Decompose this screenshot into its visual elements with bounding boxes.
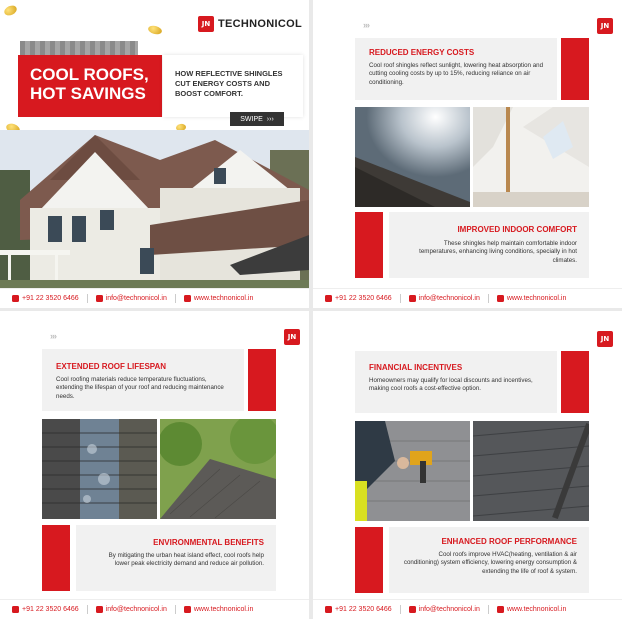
card-title: ENHANCED ROOF PERFORMANCE (441, 537, 577, 546)
headline-line-2: HOT SAVINGS (30, 84, 146, 103)
footer-divider (175, 294, 176, 303)
accent-bar (248, 349, 276, 411)
footer-website[interactable]: www.technonicol.in (506, 295, 567, 302)
shingle-samples-photo (42, 419, 157, 519)
contact-footer (313, 599, 622, 619)
contact-footer (0, 599, 309, 619)
next-arrows-icon: ››› (50, 331, 56, 341)
email-icon (409, 295, 416, 302)
card-title: FINANCIAL INCENTIVES (369, 363, 463, 372)
brand-logo: JN (198, 16, 214, 32)
brand-logo: JN (597, 331, 613, 347)
email-icon (409, 606, 416, 613)
brand-logo: JN (597, 18, 613, 34)
slide-lifespan-environment (0, 311, 309, 619)
footer-email[interactable]: info@technonicol.in (105, 295, 167, 302)
slide-energy-comfort (313, 0, 622, 308)
card-text: Cool roof shingles reflect sunlight, lowering heat absorption and cutting cooling costs by up to 15%, reducing reliance on air conditioning. (369, 62, 544, 86)
footer-phone[interactable]: +91 22 3520 6466 (22, 606, 79, 613)
footer-website[interactable]: www.technonicol.in (193, 606, 254, 613)
globe-icon (184, 295, 191, 302)
footer-email[interactable]: info@technonicol.in (418, 295, 480, 302)
headline-line-1: COOL ROOFS, (30, 65, 149, 84)
footer-divider (488, 294, 489, 303)
accent-bar (42, 525, 70, 591)
footer-website[interactable]: www.technonicol.in (193, 295, 254, 302)
swipe-label: SWIPE (240, 115, 263, 123)
footer-website[interactable]: www.technonicol.in (506, 606, 567, 613)
footer-divider (488, 605, 489, 614)
roof-sky-photo (355, 107, 470, 207)
card-title: REDUCED ENERGY COSTS (369, 48, 475, 57)
cover-subheading: HOW REFLECTIVE SHINGLES CUT ENERGY COSTS AND BOOST COMFORT. (163, 55, 303, 117)
email-icon (96, 606, 103, 613)
phone-icon (325, 295, 332, 302)
footer-divider (175, 605, 176, 614)
coin-icon (3, 4, 19, 18)
slide-incentives-performance (313, 311, 622, 619)
card-title: EXTENDED ROOF LIFESPAN (56, 362, 167, 371)
footer-divider (400, 294, 401, 303)
card-text: Homeowners may qualify for local discounts and incentives, making cool roofs a cost-effective option. (369, 377, 533, 393)
shingle-closeup-photo (473, 421, 589, 521)
footer-phone[interactable]: +91 22 3520 6466 (335, 295, 392, 302)
house-photo (0, 130, 309, 288)
footer-divider (400, 605, 401, 614)
roofer-nailgun-photo (355, 421, 470, 521)
footer-email[interactable]: info@technonicol.in (105, 606, 167, 613)
card-text: These shingles help maintain comfortable indoor temperatures, enhancing living conditions, specially in hot climates. (419, 240, 577, 264)
card-title: ENVIRONMENTAL BENEFITS (153, 538, 264, 547)
footer-email[interactable]: info@technonicol.in (418, 606, 480, 613)
accent-bar (355, 527, 383, 593)
contact-footer (0, 288, 309, 308)
swipe-button[interactable] (230, 112, 284, 126)
accent-bar (561, 38, 589, 100)
phone-icon (12, 606, 19, 613)
brand-name: TECHNONICOL (218, 18, 302, 30)
phone-icon (12, 295, 19, 302)
card-title: IMPROVED INDOOR COMFORT (457, 225, 577, 234)
slide-cover (0, 0, 309, 308)
cover-headline (18, 55, 162, 117)
accent-bar (561, 351, 589, 413)
brand-header (198, 16, 302, 32)
roof-shingle-strip (20, 41, 138, 55)
card-text: Cool roofing materials reduce temperature fluctuations, extending the lifespan of your roof and reducing maintenance needs. (56, 376, 224, 400)
accent-bar (355, 212, 383, 278)
phone-icon (325, 606, 332, 613)
coin-icon (147, 24, 163, 35)
next-arrows-icon: ››› (363, 20, 369, 30)
footer-divider (87, 605, 88, 614)
card-text: Cool roofs improve HVAC(heating, ventilation & air conditioning) system efficiency, lowering energy consumption & extending the life of roof & system. (403, 551, 577, 575)
swipe-arrows-icon: ››› (266, 115, 274, 123)
roof-trees-photo (160, 419, 276, 519)
email-icon (96, 295, 103, 302)
card-text: By mitigating the urban heat island effect, cool roofs help lower peak electricity demand and reduce air pollution. (108, 552, 264, 568)
attic-room-photo (473, 107, 589, 207)
globe-icon (497, 295, 504, 302)
contact-footer (313, 288, 622, 308)
globe-icon (184, 606, 191, 613)
footer-divider (87, 294, 88, 303)
footer-phone[interactable]: +91 22 3520 6466 (335, 606, 392, 613)
globe-icon (497, 606, 504, 613)
footer-phone[interactable]: +91 22 3520 6466 (22, 295, 79, 302)
brand-logo: JN (284, 329, 300, 345)
